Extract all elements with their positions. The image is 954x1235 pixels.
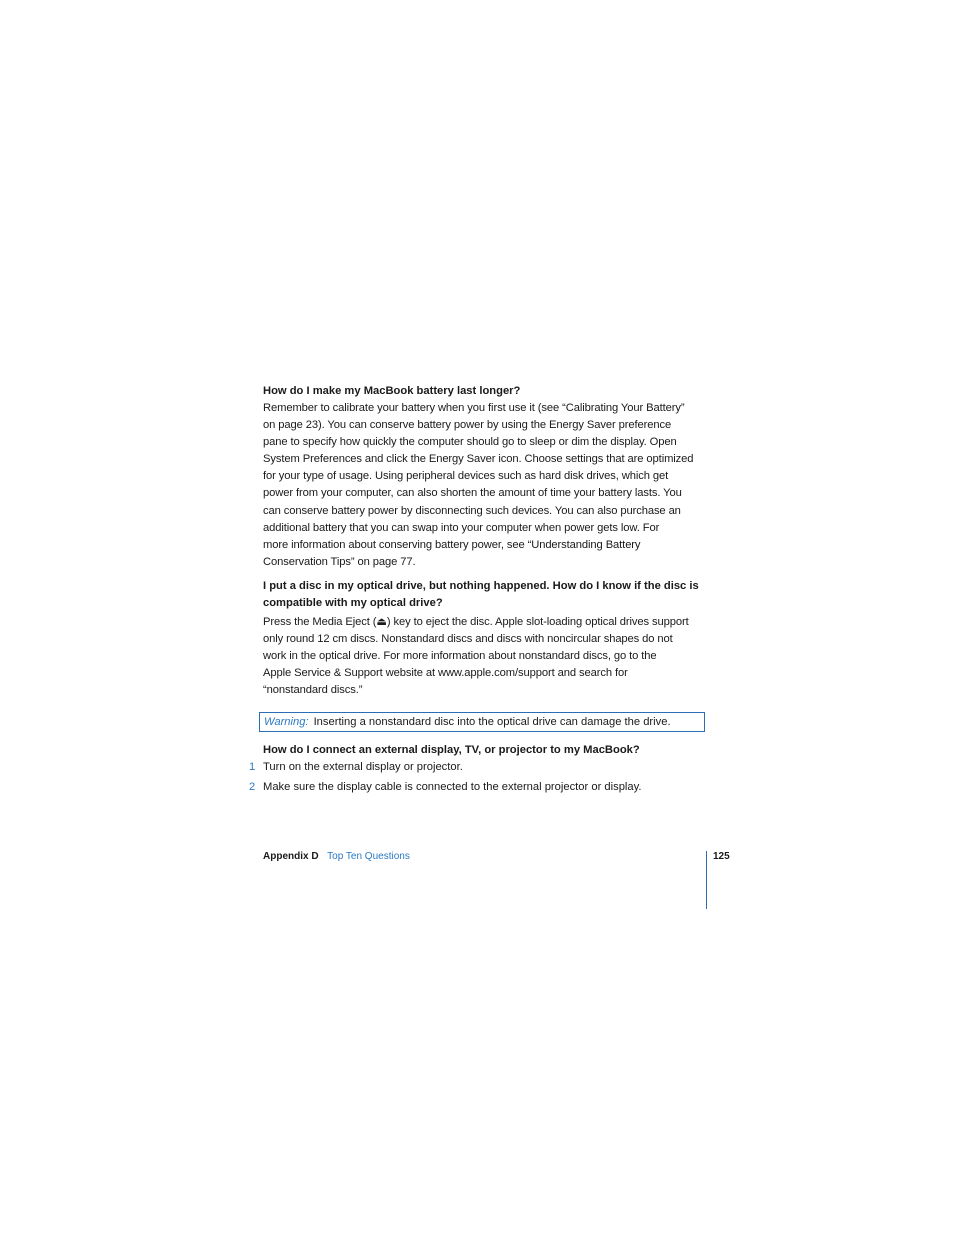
question-line: I put a disc in my optical drive, but nothing happened. How do I know if the disc is [263, 579, 699, 592]
step-item [249, 779, 708, 796]
page-number: 125 [713, 851, 730, 862]
steps-list [249, 759, 708, 796]
answer-line: for your type of usage. Using peripheral devices such as hard disk drives, which get [263, 470, 669, 483]
page-content [249, 383, 708, 796]
answer-line: Conservation Tips” on page 77. [263, 555, 416, 568]
answer-line: on page 23). You can conserve battery power by using the Energy Saver preference [263, 419, 672, 432]
step-number: 2 [249, 781, 256, 794]
footer-divider [706, 851, 707, 909]
page-footer [263, 850, 410, 864]
question-line: compatible with my optical drive? [263, 596, 443, 609]
answer-line: power from your computer, can also shorten the amount of time your battery lasts. You [263, 487, 682, 500]
answer-battery [263, 400, 708, 571]
answer-line: can conserve battery power by disconnecting such devices. You can also purchase an [263, 504, 681, 517]
answer-line: additional battery that you can swap into your computer when power gets low. For [263, 521, 660, 534]
footer-section-label: Appendix D [263, 851, 319, 862]
question-battery [263, 383, 708, 400]
question-optical-disc [263, 578, 708, 612]
answer-line: Press the Media Eject (⏏) key to eject the disc. Apple slot-loading optical drives support [263, 615, 689, 628]
answer-line: Remember to calibrate your battery when you first use it (see “Calibrating Your Battery” [263, 402, 685, 414]
answer-optical-disc [263, 614, 708, 699]
step-number: 1 [249, 761, 256, 774]
warning-text: Inserting a nonstandard disc into the optical drive can damage the drive. [313, 716, 671, 729]
question-line: How do I connect an external display, TV, or projector to my MacBook? [263, 744, 640, 757]
answer-line: pane to specify how quickly the computer should go to sleep or dim the display. Open [263, 436, 677, 449]
answer-line: more information about conserving battery power, see “Understanding Battery [263, 538, 641, 551]
answer-line: only round 12 cm discs. Nonstandard discs and discs with noncircular shapes do not [263, 633, 673, 646]
answer-line: work in the optical drive. For more information about nonstandard discs, go to the [263, 650, 657, 663]
warning-label: Warning: [264, 716, 309, 729]
answer-line: System Preferences and click the Energy Saver icon. Choose settings that are optimized [263, 453, 694, 466]
question-external-display [263, 742, 708, 759]
answer-line: “nonstandard discs.” [263, 684, 363, 697]
step-text: Turn on the external display or projector. [263, 761, 463, 774]
answer-line: Apple Service & Support website at www.apple.com/support and search for [263, 667, 628, 680]
question-line: How do I make my MacBook battery last longer? [263, 385, 521, 397]
footer-chapter-link[interactable]: Top Ten Questions [327, 851, 410, 862]
step-text: Make sure the display cable is connected to the external projector or display. [263, 781, 642, 794]
step-item [249, 759, 708, 776]
warning-callout [259, 712, 705, 732]
